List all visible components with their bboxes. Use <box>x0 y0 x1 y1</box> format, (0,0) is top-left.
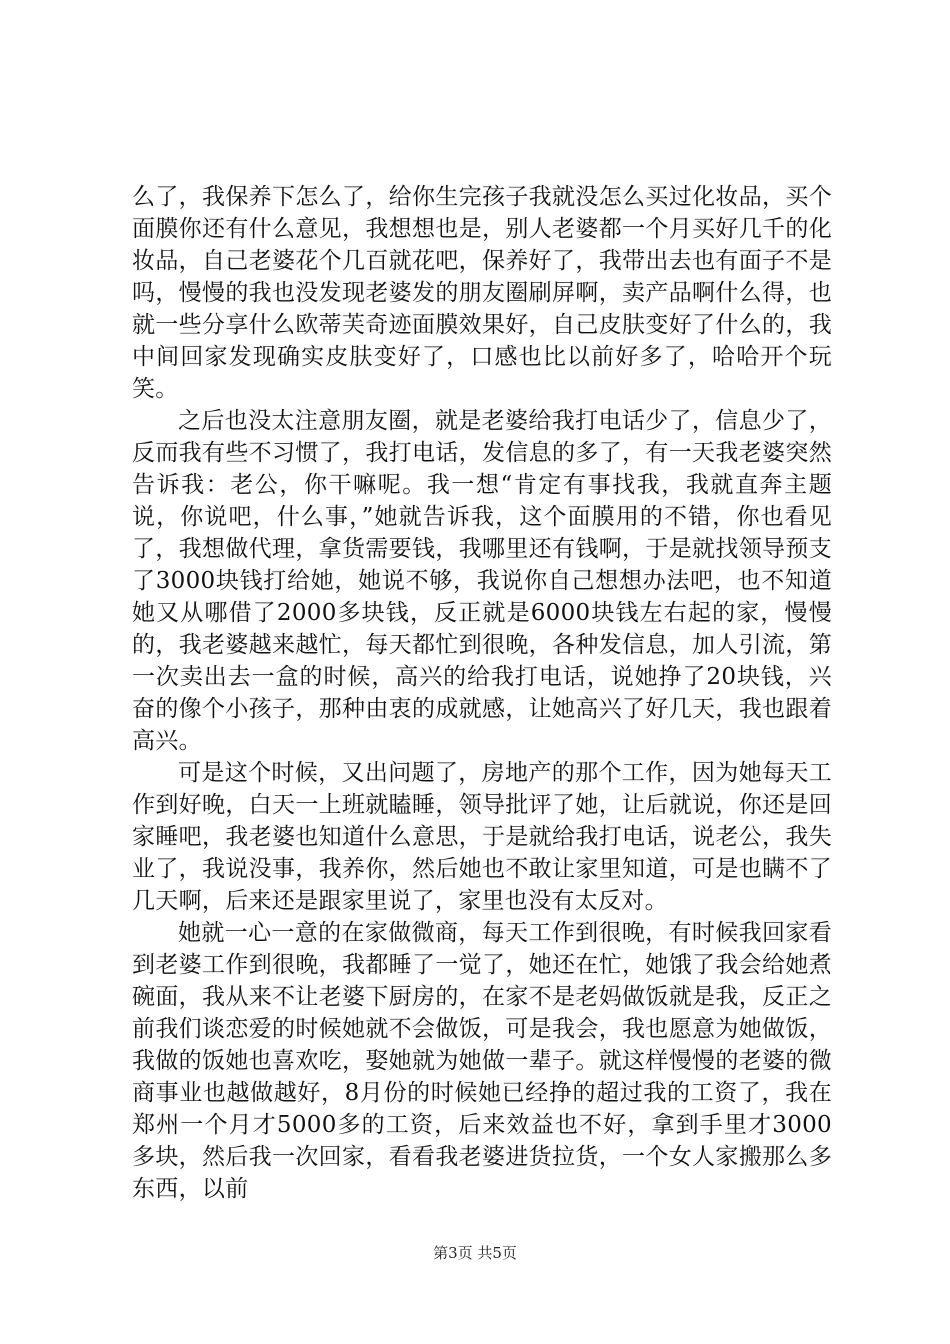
paragraph-1: 么了，我保养下怎么了，给你生完孩子我就没怎么买过化妆品，买个面膜你还有什么意见，我想想也是，别人老婆都一个月买好几千的化妆品，自己老婆花个几百就花吧，保养好了，我带出去也有面子不是吗，慢慢的我也没发现老婆发的朋友圈刷屏啊，卖产品啊什么得，也就一些分享什么欧蒂芙奇迹面膜效果好，自己皮肤变好了什么的，我中间回家发现确实皮肤变好了，口感也比以前好多了，哈哈开个玩笑。 <box>132 184 832 402</box>
document-body <box>132 181 832 1205</box>
paragraph-4: 她就一心一意的在家做微商，每天工作到很晚，有时候我回家看到老婆工作到很晚，我都睡了一觉了，她还在忙，她饿了我会给她煮碗面，我从来不让老婆下厨房的，在家不是老妈做饭就是我，反正之前我们谈恋爱的时候她就不会做饭，可是我会，我也愿意为她做饭，我做的饭她也喜欢吃，娶她就为她做一辈子。就这样慢慢的老婆的微商事业也越做越好，8月份的时候她已经挣的超过我的工资了，我在郑州一个月才5000多的工资，后来效益也不好，拿到手里才3000多块，然后我一次回家，看看我老婆进货拉货，一个女人家搬那么多东西，以前 <box>132 920 832 1202</box>
page-footer: 第3页 共5页 <box>433 1244 517 1262</box>
paragraph-3: 可是这个时候，又出问题了，房地产的那个工作，因为她每天工作到好晚，白天一上班就瞌睡，领导批评了她，让后就说，你还是回家睡吧，我老婆也知道什么意思，于是就给我打电话，说老公，我失业了，我说没事，我养你，然后她也不敢让家里知道，可是也瞒不了几天啊，后来还是跟家里说了，家里也没有太反对。 <box>132 760 832 914</box>
paragraph-2: 之后也没太注意朋友圈，就是老婆给我打电话少了，信息少了，反而我有些不习惯了，我打电话，发信息的多了，有一天我老婆突然告诉我：老公，你干嘛呢。我一想“肯定有事找我，我就直奔主题说，你说吧，什么事，”她就告诉我，这个面膜用的不错，你也看见了，我想做代理，拿货需要钱，我哪里还有钱啊，于是就找领导预支了3000块钱打给她，她说不够，我说你自己想想办法吧，也不知道她又从哪借了2000多块钱，反正就是6000块钱左右起的家，慢慢的，我老婆越来越忙，每天都忙到很晚，各种发信息，加人引流，第一次卖出去一盒的时候，高兴的给我打电话，说她挣了20块钱，兴奋的像个小孩子，那种由衷的成就感，让她高兴了好几天，我也跟着高兴。 <box>132 408 832 754</box>
